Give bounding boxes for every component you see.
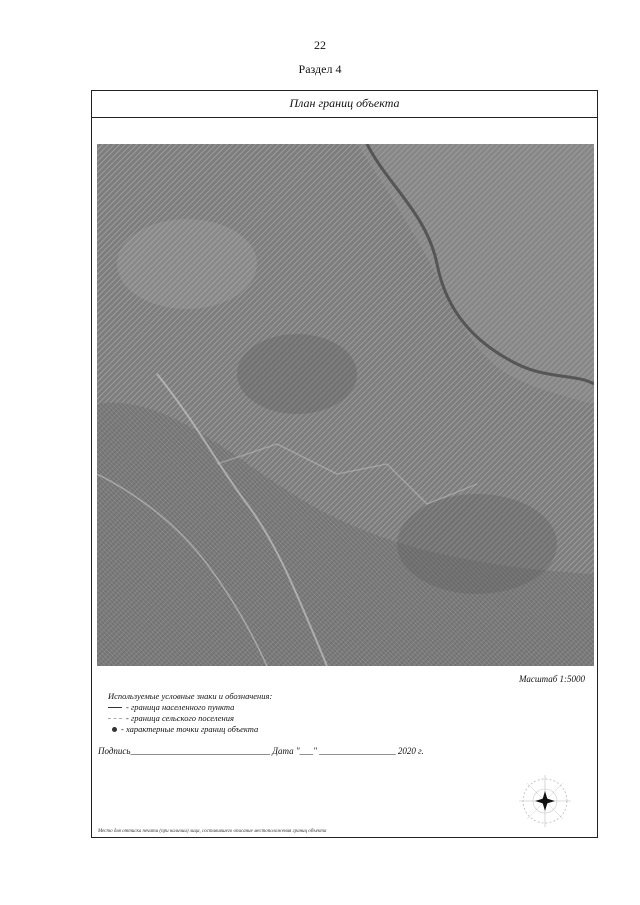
plan-header [92, 91, 597, 118]
legend-heading: Используемые условные знаки и обозначения: [108, 691, 273, 701]
boundary-point-symbol [112, 727, 117, 732]
stamp-note: Место для оттиска печати (при наличии) лица, составившего описание местоположения границ объекта [98, 829, 327, 834]
legend [108, 691, 272, 735]
aerial-map-image [97, 144, 594, 666]
section-title: Раздел 4 [298, 62, 342, 76]
legend-item [108, 702, 272, 713]
page-number: 22 [314, 38, 326, 52]
legend-item-text: - граница населенного пункта [126, 702, 235, 712]
compass-rose-icon [515, 771, 575, 831]
plan-frame [91, 90, 598, 838]
legend-item-text: - характерные точки границ объекта [121, 724, 259, 734]
legend-item [108, 724, 272, 735]
map-scale: Масштаб 1:5000 [518, 674, 585, 684]
signature-line: Подпись_______________________________ Дата "___" _________________ 2020 г. [98, 746, 424, 756]
settlement-boundary-symbol [108, 707, 122, 708]
plan-title: План границ объекта [289, 96, 400, 110]
legend-item-text: - граница сельского поселения [126, 713, 234, 723]
legend-item [108, 713, 272, 724]
aerial-map [97, 144, 594, 666]
rural-boundary-symbol [108, 718, 122, 719]
